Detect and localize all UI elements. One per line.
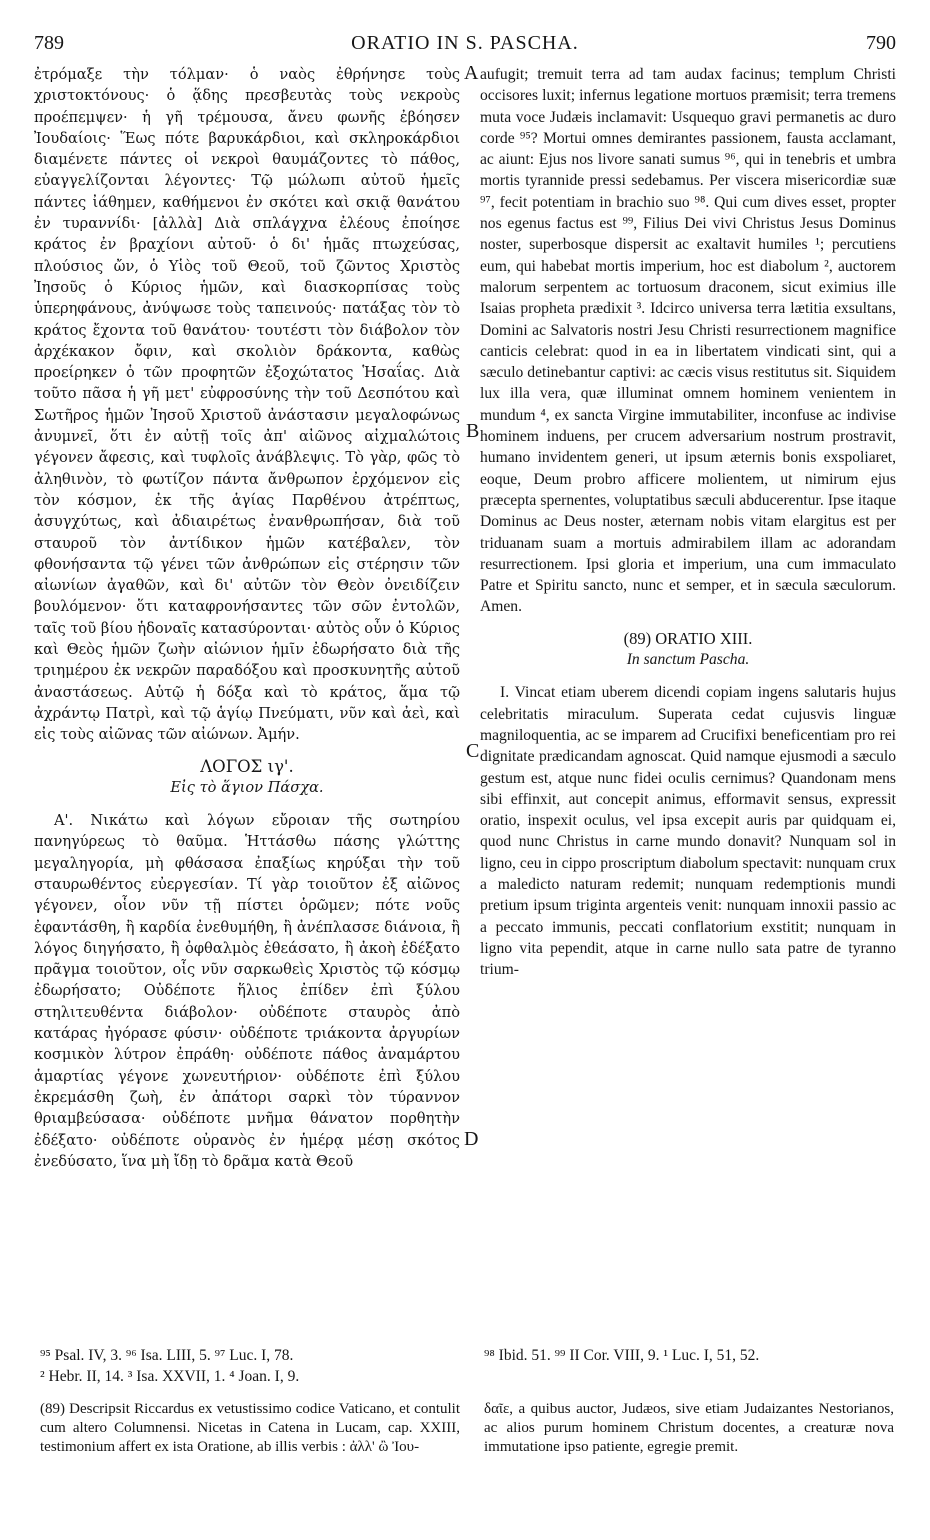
footnotes-left-line-2: ² Hebr. II, 14. ³ Isa. XXVII, 1. ⁴ Joan. I, 9. — [40, 1368, 300, 1385]
latin-oration-title: (89) ORATIO XIII. — [623, 628, 753, 648]
greek-column — [34, 64, 460, 1172]
footnotes-left-line-1: ⁹⁵ Psal. IV, 3. ⁹⁶ Isa. LIII, 5. ⁹⁷ Luc. I, 78. — [40, 1347, 294, 1364]
running-header — [34, 32, 896, 56]
footnotes-right-line-1: ⁹⁸ Ibid. 51. ⁹⁹ II Cor. VIII, 9. ¹ Luc. I, 51, 52. — [484, 1347, 760, 1364]
latin-paragraph-1: aufugit; tremuit terra ad tam audax facinus; templum Christi occisores luxit; infernus legatione mortuos præmisit; terra tremens muta voce Judæis inclamavit: Usquequo gravi permanetis ac duro corde ⁹⁵? Mortui omnes demirantes passionem, fausta acclamant, ac aiunt: Ejus nos livore sanati sumus ⁹⁶, qui in tenebris et umbra mortis tyrannide pressi sedebamus. Per viscera misericordiæ suæ ⁹⁷, fecit potentiam in brachio suo ⁹⁸. Qui cum dives esset, propter nos egenus factus est ⁹⁹, Filius Dei vivi Christus Jesus Dominus noster, superbosque dispersit ac exaltavit humiles ¹; percutiens eum, qui habebat mortis imperium, hoc est diabolum ², auctorem malorum serpentem ac tortuosum draconem, sicut eximius ille Isaias propheta prædixit ³. Idcirco universa terra lætitia exsultans, Domini ac Salvatoris nostri Jesu Christi resurrectionem magnifice canticis celebrat: quod in ea in libertatem vindicati sint, qui a sæculo detinebantur captivi: ac cæcis visus restitutus sit. Siquidem lux illa vera, quæ illuminat omnem hominem venientem in mundum ⁴, ex sancta Virgine immutabiliter, inconfuse ac indivise hominem induens, per crucem adversarium nostrum prostravit, humano invidentem generi, ut ipsum æternis bonis exspoliaret, eoque, Deum probro afficere molientem, ut nimirum ejus præcepta spernentes, voluptatibus sæculi abducerentur. Ipse itaque Dominus ac Deus noster, æternam nobis vitam elargitus est per triduanam suam a mortuis admirabilem illam ac adorandam resurrectionem. Ipsi gloria et imperium, una cum immaculato Patre et Spiritu sancto, nunc et semper, et in sæcula sæculorum. Amen. — [480, 66, 896, 616]
margin-letter-c: C — [466, 740, 480, 762]
latin-oration-subtitle: In sanctum Pascha. — [626, 651, 750, 669]
margin-letter-d: D — [464, 1128, 479, 1150]
margin-letter-b: B — [466, 420, 480, 442]
greek-paragraph-1: ἐτρόμαξε τὴν τόλμαν· ὁ ναὸς ἐθρήνησε τοὺς χριστοκτόνους· ὁ ᾅδης πρεσβευτὰς τοὺς νεκροὺς προέπεμψεν· ἡ γῆ τρέμουσα, ἄνευ φωνῆς ἐβόησεν Ἰουδαίοις· Ἕως πότε βαρυκάρδιοι, καὶ σκληροκάρδιοι διαμένετε πάντες οἱ νεκροὶ θαυμάζοντες τὸ πάθος, εὐαγγελίζονται λέγοντες· Τῷ μώλωπι αὐτοῦ ἡμεῖς πάντες ἰάθημεν, καθήμενοι ἐν σκότει καὶ σκιᾷ θανάτου ἐν τυραννίδι· [ἀλλὰ] Διὰ σπλάγχνα ἐλέους ἐποίησε κράτος ἐν βραχίονι αὐτοῦ· ὁ δι' ἡμᾶς πτωχεύσας, πλούσιος ὤν, ὁ Υἱὸς τοῦ Θεοῦ, τοῦ ζῶντος Χριστὸς Ἰησοῦς ὁ Κύριος ἡμῶν, καὶ διασκορπίσας τοὺς ὑπερηφάνους, ἀνύψωσε τοὺς ταπεινούς· πατάξας τὸν τὸ κράτος ἔχοντα τοῦ θανάτου· τουτέστι τὸν διάβολον τὸν ἀρχέκακον ὄφιν, καὶ σκολιὸν δράκοντα, καθὼς προείρηκεν ὁ τῶν προφητῶν ἐξοχώτατος Ἡσαΐας. Διὰ τοῦτο πᾶσα ἡ γῆ μετ' εὐφροσύνης τὴν τοῦ Δεσπότου καὶ Σωτῆρος ἡμῶν Ἰησοῦ Χριστοῦ ἀνάστασιν μεγαλοφώνως ἀνυμνεῖ, ὅτι ἐν αὐτῇ τοῖς ἀπ' αἰῶνος αἰχμαλώτοις γέγονεν ἄφεσις, καὶ τυφλοῖς ἀνάβλεψις. Τὸ γὰρ, φῶς τὸ ἀληθινὸν, τὸ φωτίζον πάντα ἄνθρωπον ἐρχόμενον εἰς τὸν κόσμον, ἐκ τῆς ἁγίας Παρθένου ἀτρέπτως, ἀσυγχύτως, καὶ ἀδιαιρέτως ἐνανθρωπήσαν, διὰ τοῦ σταυροῦ τὸν ἀντίδικον ἡμῶν κατέβαλεν, τὸν φθονήσαντα τῷ γένει τῶν ἀνθρώπων εἰς στέρησιν τῶν αἰωνίων ἀγαθῶν, καὶ δι' αὐτῶν τὸν Θεὸν ὀνειδίζειν βουλόμενον· ὅτι καταφρονήσαντες τῶν σῶν ἐντολῶν, ταῖς τοῦ βίου ἡδοναῖς κατασύρονται· αὐτὸς οὖν ὁ Κύριος καὶ Θεὸς ἡμῶν ζωὴν αἰώνιον ἡμῖν ἐδωρήσατο διὰ τῆς τριημέρου ἐκ νεκρῶν παραδόξου καὶ προσκυνητῆς αὐτοῦ ἀναστάσεως. Αὐτῷ ἡ δόξα καὶ τὸ κράτος, ἅμα τῷ ἀχράντῳ Πατρὶ, καὶ τῷ ἁγίῳ Πνεύματι, νῦν καὶ ἀεὶ, καὶ εἰς τοὺς αἰῶνας τῶν αἰώνων. Ἀμήν. — [34, 66, 460, 744]
greek-paragraph-2: Α'. Νικάτω καὶ λόγων εὔροιαν τῆς σωτηρίου πανηγύρεως τὸ θαῦμα. Ἡττάσθω πάσης γλώττης μεγαληγορία, μὴ φθάσασα ἐπαξίως κηρύξαι τὴν τοῦ σταυρωθέντος εὐεργεσίαν. Τί γὰρ τοιοῦτον ἐξ αἰῶνος γέγονεν, οἷον νῦν τῇ πίστει ὁρῶμεν; πότε νοῦς ἐφαντάσθη, ἢ καρδία ἐνεθυμήθη, ἢ ἀνέπλασσε διάνοια, ἢ λόγος διηγήσατο, ἢ ὀφθαλμὸς ἐθεάσατο, ἢ ἀκοὴ ἐδέξατο πρᾶγμα τοιοῦτον, οἷς νῦν σαρκωθεὶς Χριστὸς τῷ κόσμῳ ἐδωρήσατο; Οὐδέποτε ἥλιος ἐπίδεν ἐπὶ ξύλου στηλιτευθέντα διάβολον· οὐδέποτε σταυρὸς ἀπὸ κατάρας ἠγόρασε φύσιν· οὐδέποτε τριάκοντα ἀργυρίων κοσμικὸν λύτρον ἐπράθη· οὐδέποτε πάθος ἀναμάρτου ἁμαρτίας γέγονε χωνευτήριον· οὐδέποτε ἐπὶ ξύλου ἐκρεμάσθη ζωὴ, ἐν ἀπάτορι σαρκὶ τὸν τύραννον θριαμβεύσασα· οὐδέποτε μνῆμα θάνατον πορθητὴν ἐδέξατο· οὐδέποτε οὐρανὸς ἐν ἡμέρᾳ μέσῃ σκότος ἐνεδύσατο, ἵνα μὴ ἴδῃ τὸ δρᾶμα κατὰ Θεοῦ — [34, 812, 460, 1170]
editorial-note-right: δαῖε, a quibus auctor, Judæos, sive etiam Judaizantes Nestorianos, ac alios purum hominem Christum docentes, a creaturæ nova immutatione ipso patiente, egregie premit. — [484, 1401, 894, 1455]
page-number-left: 789 — [34, 32, 64, 54]
latin-paragraph-2: I. Vincat etiam uberem dicendi copiam ingens salutaris hujus celebritatis miraculum. Superata cedat cujusvis linguæ magniloquentia, ac se imparem ad Crucifixi beneficentiam pro rei dignitate prædicandam agnoscat. Quid namque ejusmodi a sæculo gestum est, atque nunc fidei oculis cernimus? Quandonam mens sibi effinxit, aut concepit animus, efformavit sensus, expressit oratio, inspexit oculus, vel ipsa excepit auris par quidquam ei, quod nunc Christus in carne mundo donavit? Nunquam sol in ligno, ceu in cippo proscriptum diabolum spectavit: nunquam crux a maledicto naturam redemit; nunquam redemptionis mundi pretium ipsum triginta argenteis venit: nunquam innoxii passio ac a peccato immunis, peccati conflatorium exstitit; nunquam in ligno vita pependit, atque in carne nullo sata patre de tyranno trium- — [480, 684, 896, 979]
margin-letter-a: A — [464, 62, 479, 84]
greek-oration-subtitle: Εἰς τὸ ἅγιον Πάσχα. — [170, 778, 324, 796]
latin-column — [480, 64, 896, 980]
editorial-note-left: (89) Descripsit Riccardus ex vetustissimo codice Vaticano, et contulit cum altero Columnensi. Nicetas in Catena in Lucam, cap. XXIII, testimonium affert ex ista Oratione, ab illis verbis : ἀλλ' ὢ Ἰου- — [40, 1401, 460, 1455]
greek-oration-title: ΛΟΓΟΣ ιγ'. — [200, 756, 294, 776]
running-title: ORATIO IN S. PASCHA. — [351, 32, 579, 54]
page-number-right: 790 — [866, 32, 896, 54]
